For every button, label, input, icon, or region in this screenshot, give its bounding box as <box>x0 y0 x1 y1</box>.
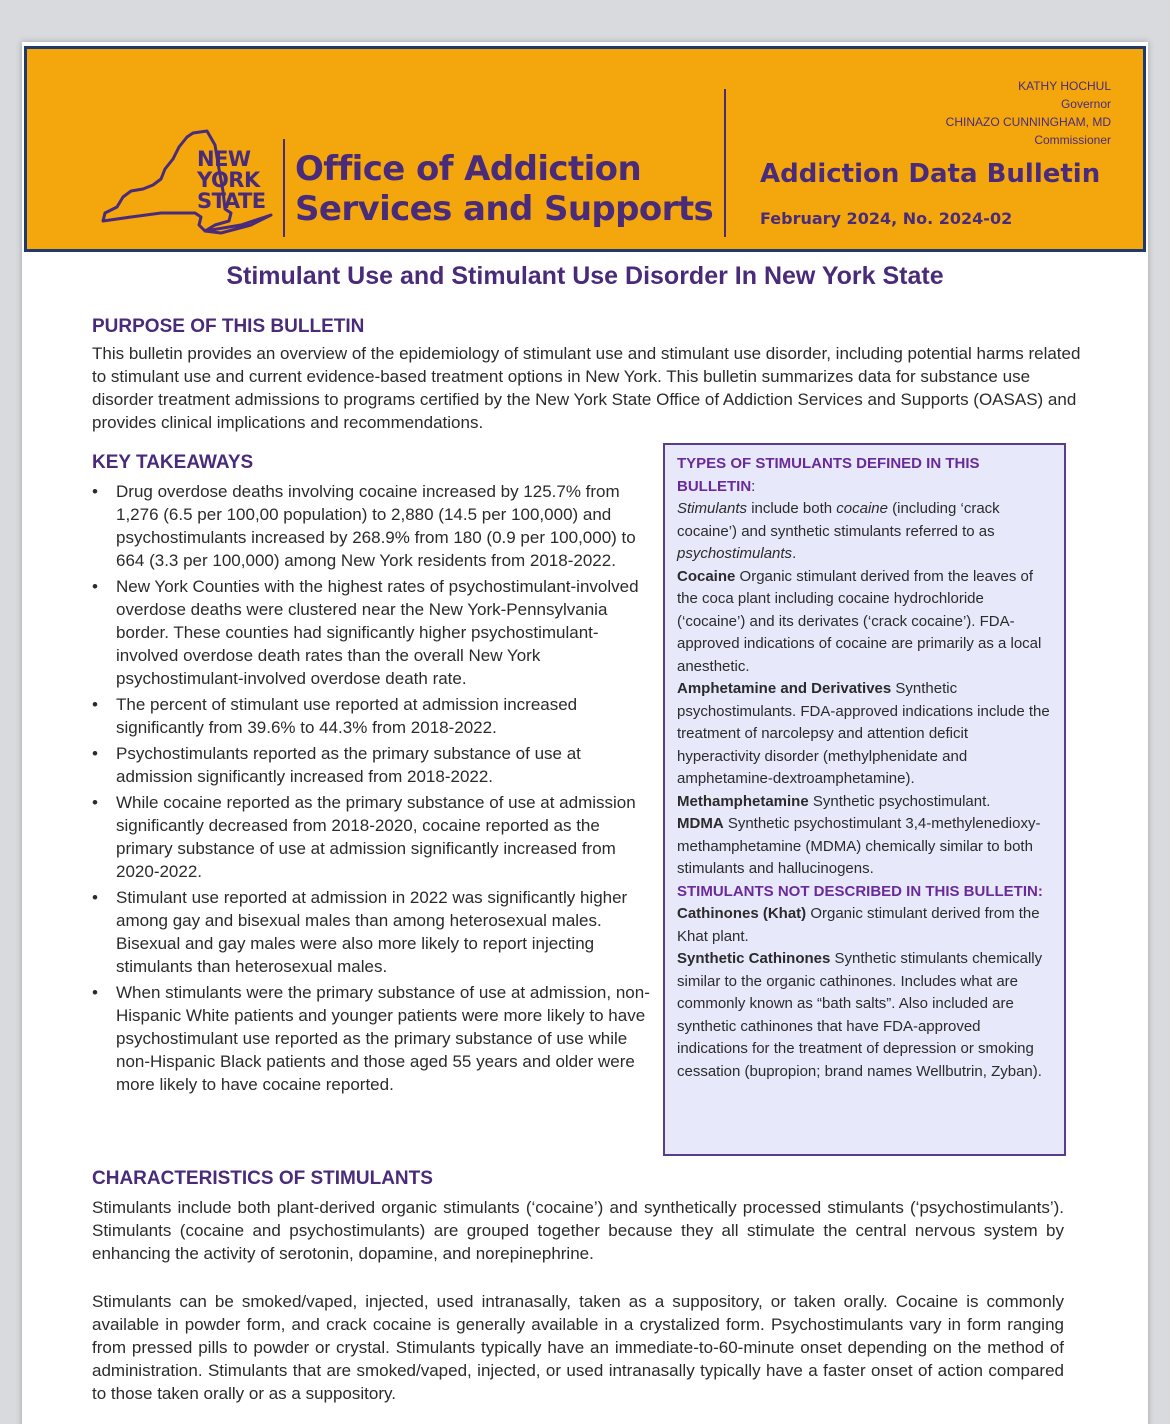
bulletin-title: Addiction Data Bulletin <box>760 159 1101 189</box>
list-item: • The percent of stimulant use reported at admission increased significantly from 39.6% to 44.3% from 2018-2022. <box>92 693 652 739</box>
sidebar-heading: TYPES OF STIMULANTS DEFINED IN THIS BULLETIN <box>677 455 980 495</box>
page-title: Stimulant Use and Stimulant Use Disorder In New York State <box>226 262 944 290</box>
characteristics-paragraph-1: Stimulants include both plant-derived organic stimulants (‘cocaine’) and synthetically processed stimulants (‘psychostimulants’). Stimulants (cocaine and psychostimulants) are grouped together because they all stimulate the central nervous system by enhancing the activity of serotonin, dopamine, and norepinephrine. <box>92 1198 1064 1263</box>
definition-item: Cathinones (Khat) Organic stimulant derived from the Khat plant. <box>677 905 1040 945</box>
sidebar-intro: Stimulants include both cocaine (including ‘crack cocaine’) and synthetic stimulants referred to as psychostimulants. <box>677 500 1000 562</box>
definition-term: Synthetic Cathinones <box>677 950 831 967</box>
office-name <box>295 149 713 229</box>
list-item: • New York Counties with the highest rates of psychostimulant-involved overdose deaths were clustered near the New York-Pennsylvania border. These counties had significantly higher psychostimulant-involved overdose death rates than the overall New York psychostimulant-involved overdose death rate. <box>92 575 652 690</box>
ny-logo-line: YORK <box>197 168 260 192</box>
governor-title: Governor <box>1060 97 1111 111</box>
document-page <box>22 42 1148 1424</box>
governor-name: KATHY HOCHUL <box>1018 79 1111 93</box>
sidebar-heading-colon: : <box>751 477 756 495</box>
definition-term: Methamphetamine <box>677 792 809 810</box>
list-item: • Psychostimulants reported as the primary substance of use at admission significantly increased from 2018-2022. <box>92 742 652 788</box>
definition-item: MDMA Synthetic psychostimulant 3,4-methylenedioxy-methamphetamine (MDMA) chemically similar to both stimulants and hallucinogens. <box>677 815 1041 877</box>
sidebar-heading-2: STIMULANTS NOT DESCRIBED IN THIS BULLETIN: <box>677 882 1043 900</box>
list-item: • Drug overdose deaths involving cocaine increased by 125.7% from 1,276 (6.5 per 100,00 population) to 2,880 (14.5 per 100,000) and psychostimulants increased by 268.9% from 180 (0.9 per 100,000) to 664 (3.3 per 100,000) among New York residents from 2018-2022. <box>92 480 652 572</box>
commissioner-name: CHINAZO CUNNINGHAM, MD <box>945 115 1111 129</box>
office-name-line: Office of Addiction <box>295 149 642 189</box>
definition-term: Amphetamine and Derivatives <box>677 680 892 697</box>
definition-item: Amphetamine and Derivatives Synthetic psychostimulants. FDA-approved indications include the treatment of narcolepsy and attention deficit hyperactivity disorder (methylphenidate and amphetamine-dextroamphetamine). <box>677 680 1050 787</box>
header-divider <box>724 89 726 237</box>
key-takeaways-list <box>92 480 652 1099</box>
list-item: • While cocaine reported as the primary substance of use at admission significantly decreased from 2018-2020, cocaine reported as the primary substance of use at admission significantly increased from 2020-2022. <box>92 791 652 883</box>
definition-item: Cocaine Organic stimulant derived from the leaves of the coca plant including cocaine hydrochloride (‘cocaine’) and its derivates (‘crack cocaine’). FDA-approved indications of cocaine are primarily as a local anesthetic. <box>677 567 1042 675</box>
definition-item: Synthetic Cathinones Synthetic stimulants chemically similar to the organic cathinones. Includes what are commonly known as “bath salts”. Also included are synthetic cathinones that have FDA-approved indications for the treatment of depression or smoking cessation (bupropion; brand names Wellbutrin, Zyban). <box>677 950 1043 1080</box>
officials-block <box>946 77 1111 149</box>
ny-state-logo-text <box>197 149 266 212</box>
logo-divider <box>283 139 285 237</box>
list-item: • When stimulants were the primary substance of use at admission, non-Hispanic White patients and younger patients were more likely to have psychostimulant use reported as the primary substance of use while non-Hispanic Black patients and those aged 55 years and older were more likely to have cocaine reported. <box>92 981 652 1096</box>
characteristics-paragraph-2: Stimulants can be smoked/vaped, injected, used intranasally, taken as a suppository, or taken orally. Cocaine is commonly available in powder form, and crack cocaine is generally available in a crystalized form. Psychostimulants vary in form ranging from pressed pills to powder or crystal. Stimulants typically have an immediate-to-60-minute onset depending on the method of administration. Stimulants that are smoked/vaped, injected, or used intranasally typically have a faster onset of action compared to those taken orally or as a suppository. <box>92 1292 1064 1403</box>
purpose-text: This bulletin provides an overview of the epidemiology of stimulant use and stimulant use disorder, including potential harms related to stimulant use and current evidence-based treatment options in New York. This bulletin summarizes data for substance use disorder treatment admissions to programs certified by the New York State Office of Addiction Services and Supports (OASAS) and provides clinical implications and recommendations. <box>92 344 1081 432</box>
stimulant-types-sidebar <box>663 443 1066 1156</box>
list-item: • Stimulant use reported at admission in 2022 was significantly higher among gay and bisexual males than among heterosexual males. Bisexual and gay males were also more likely to report injecting stimulants than heterosexual males. <box>92 886 652 978</box>
ny-logo-line: NEW <box>197 147 251 171</box>
definition-term: Cathinones (Khat) <box>677 905 807 922</box>
header-banner <box>24 46 1146 252</box>
ny-logo-line: STATE <box>197 189 266 213</box>
definition-term: MDMA <box>677 815 724 832</box>
purpose-heading: PURPOSE OF THIS BULLETIN <box>92 316 365 337</box>
office-name-line: Services and Supports <box>295 189 714 229</box>
characteristics-heading: CHARACTERISTICS OF STIMULANTS <box>92 1168 433 1189</box>
commissioner-title: Commissioner <box>1034 133 1111 147</box>
definition-item: Methamphetamine Synthetic psychostimulant. <box>677 792 991 810</box>
definition-term: Cocaine <box>677 567 736 585</box>
key-takeaways-heading: KEY TAKEAWAYS <box>92 452 254 473</box>
bulletin-date: February 2024, No. 2024-02 <box>760 209 1013 228</box>
